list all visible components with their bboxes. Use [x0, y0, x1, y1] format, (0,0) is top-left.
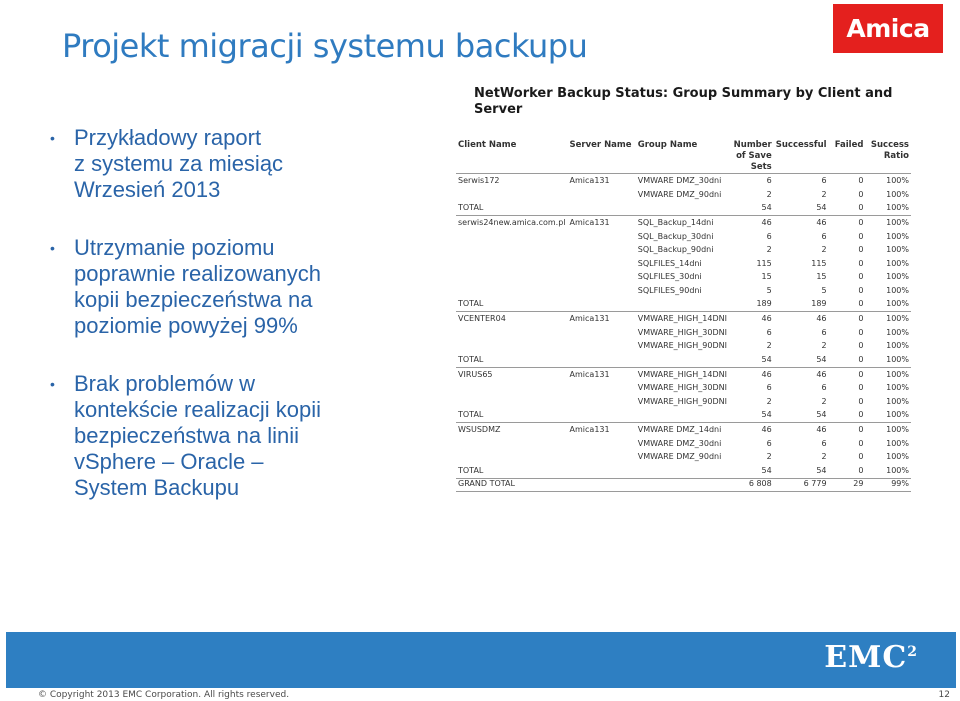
table-cell: 100%	[886, 189, 909, 199]
table-cell: 0	[829, 410, 866, 423]
table-cell	[456, 341, 568, 355]
table-row	[456, 272, 911, 286]
table-cell: 46	[816, 314, 827, 323]
table-cell: 6	[766, 327, 772, 337]
table-cell: 54	[731, 203, 774, 216]
table-cell: 6	[766, 231, 772, 241]
table-row	[456, 341, 911, 355]
table-row	[456, 439, 911, 453]
table-cell	[456, 272, 568, 286]
bullet-line: System Backupu	[74, 475, 240, 500]
table-cell	[568, 245, 636, 259]
table-cell	[636, 299, 731, 312]
table-cell: 0	[858, 341, 864, 350]
table-cell	[568, 286, 636, 300]
table-cell: SQL_Backup_14dni	[637, 218, 714, 227]
table-cell: TOTAL	[456, 355, 568, 368]
table-cell: 0	[829, 466, 866, 479]
table-cell: 54	[774, 410, 829, 423]
table-cell: 5	[766, 285, 772, 295]
table-cell	[456, 232, 568, 246]
table-total-row	[456, 299, 911, 312]
table-cell	[456, 259, 568, 273]
table-cell: 0	[858, 438, 864, 448]
footer-bar	[6, 632, 956, 688]
bullet-item	[44, 125, 429, 203]
table-cell: Amica131	[569, 425, 610, 434]
amica-logo	[833, 4, 943, 53]
table-cell: 0	[858, 369, 864, 379]
table-cell: VMWARE DMZ_14dni	[637, 425, 722, 434]
report-title-line: NetWorker Backup Status: Group Summary by Client and	[474, 86, 893, 101]
table-row	[456, 328, 911, 342]
table-cell: 5	[821, 285, 827, 295]
table-cell: 46	[761, 369, 772, 379]
table-cell: SQLFILES_14dni	[637, 258, 702, 268]
table-cell	[568, 232, 636, 246]
table-cell: 100%	[886, 452, 909, 461]
bullet-line: z systemu za miesiąc	[74, 151, 284, 176]
bullet-line: bezpieczeństwa na linii	[74, 423, 300, 448]
copyright-text: © Copyright 2013 EMC Corporation. All rights reserved.	[38, 690, 290, 700]
table-row	[456, 383, 911, 397]
emc-logo-superscript: 2	[907, 644, 918, 660]
slide-title: Projekt migracji systemu backupu	[62, 27, 588, 65]
table-cell	[636, 355, 731, 368]
table-cell: 2	[766, 189, 772, 199]
report-header-row	[456, 140, 911, 174]
bullet-line: Brak problemów w	[74, 371, 255, 396]
table-cell	[456, 397, 568, 411]
table-cell	[568, 299, 636, 312]
table-cell	[568, 410, 636, 423]
table-cell: Amica131	[569, 369, 610, 379]
table-cell: 6	[766, 383, 772, 392]
table-cell: 100%	[886, 327, 909, 337]
table-cell: 100%	[865, 355, 911, 368]
table-row	[456, 174, 911, 190]
table-cell: 6	[821, 176, 827, 185]
table-cell: 0	[858, 245, 864, 254]
table-total-row	[456, 466, 911, 479]
table-cell: 0	[829, 355, 866, 368]
table-cell: SQL_Backup_90dni	[637, 245, 714, 254]
table-cell	[456, 286, 568, 300]
table-cell: 0	[829, 203, 866, 216]
table-cell: TOTAL	[456, 203, 568, 216]
table-cell: VMWARE_HIGH_90DNI	[637, 396, 727, 406]
table-cell: VIRUS65	[458, 369, 493, 379]
table-cell	[568, 203, 636, 216]
header-group-name: Group Name	[636, 140, 731, 174]
table-cell: 100%	[886, 314, 909, 323]
table-cell	[568, 355, 636, 368]
bullet-line: kontekście realizacji kopii	[74, 397, 321, 422]
table-cell: TOTAL	[456, 410, 568, 423]
table-cell: 0	[858, 314, 864, 323]
table-cell: 0	[858, 452, 864, 461]
table-cell	[568, 190, 636, 204]
bullet-dot-icon: •	[50, 130, 55, 146]
table-cell: VMWARE_HIGH_14DNI	[637, 314, 727, 323]
table-cell: 2	[821, 452, 827, 461]
table-cell: serwis24new.amica.com.pl	[458, 218, 566, 227]
bullet-item	[44, 371, 429, 501]
header-server-name: Server Name	[568, 140, 636, 174]
table-cell: 189	[774, 299, 829, 312]
table-cell: 100%	[886, 369, 909, 379]
table-cell: 6	[821, 327, 827, 337]
table-cell: 189	[731, 299, 774, 312]
table-cell: 46	[816, 218, 827, 227]
table-cell: VMWARE_HIGH_30DNI	[637, 383, 727, 392]
table-cell: 54	[774, 466, 829, 479]
table-total-row	[456, 203, 911, 216]
bullet-line: Utrzymanie poziomu	[74, 235, 275, 260]
table-cell: 99%	[865, 478, 911, 491]
table-cell: 0	[858, 383, 864, 392]
table-cell: WSUSDMZ	[458, 425, 501, 434]
table-row	[456, 367, 911, 383]
table-cell: 0	[829, 299, 866, 312]
bullet-line: poprawnie realizowanych	[74, 261, 322, 286]
table-cell: 100%	[865, 410, 911, 423]
table-cell: 0	[858, 425, 864, 434]
table-cell: GRAND TOTAL	[456, 478, 568, 491]
table-cell: 100%	[886, 285, 909, 295]
table-cell: 100%	[865, 299, 911, 312]
table-total-row	[456, 478, 911, 491]
table-cell: 115	[756, 258, 772, 268]
table-cell: Serwis172	[458, 176, 500, 185]
table-cell	[456, 190, 568, 204]
table-row	[456, 216, 911, 232]
table-cell: 100%	[886, 258, 909, 268]
table-cell: 0	[858, 327, 864, 337]
bullet-list	[44, 125, 429, 533]
table-cell: 46	[761, 218, 772, 227]
table-cell	[456, 245, 568, 259]
table-cell: SQLFILES_90dni	[637, 285, 702, 295]
bullet-line: Wrzesień 2013	[74, 177, 221, 202]
table-cell: 0	[858, 396, 864, 406]
header-client-name: Client Name	[456, 140, 568, 174]
table-cell: Amica131	[569, 218, 610, 227]
table-total-row	[456, 410, 911, 423]
table-cell: 6	[821, 438, 827, 448]
table-cell: 2	[821, 245, 827, 254]
table-row	[456, 452, 911, 466]
table-cell	[568, 452, 636, 466]
table-cell	[568, 397, 636, 411]
table-cell	[456, 328, 568, 342]
table-cell: SQL_Backup_30dni	[637, 231, 714, 241]
table-cell: VMWARE_HIGH_14DNI	[637, 369, 727, 379]
table-row	[456, 312, 911, 328]
table-cell: Amica131	[569, 176, 610, 185]
table-cell	[568, 439, 636, 453]
table-cell: 46	[816, 425, 827, 434]
table-cell: SQLFILES_30dni	[637, 272, 702, 281]
table-cell: VMWARE_HIGH_30DNI	[637, 327, 727, 337]
table-cell: VMWARE DMZ_30dni	[637, 438, 722, 448]
table-cell: 0	[858, 258, 864, 268]
table-cell	[456, 452, 568, 466]
table-row	[456, 190, 911, 204]
table-cell: 6	[766, 438, 772, 448]
table-cell: VCENTER04	[458, 314, 506, 323]
table-cell: 100%	[886, 396, 909, 406]
table-cell: VMWARE DMZ_90dni	[637, 189, 722, 199]
table-cell: 6	[821, 383, 827, 392]
table-row	[456, 286, 911, 300]
table-cell: 46	[761, 425, 772, 434]
table-cell: 15	[761, 272, 772, 281]
bullet-item	[44, 235, 429, 339]
table-cell: 54	[774, 203, 829, 216]
table-cell: 54	[731, 355, 774, 368]
table-cell: 29	[829, 478, 866, 491]
report-table	[456, 140, 911, 492]
table-cell: 0	[858, 176, 864, 185]
table-cell	[568, 341, 636, 355]
page-number: 12	[938, 690, 950, 700]
table-row	[456, 259, 911, 273]
table-cell: TOTAL	[456, 466, 568, 479]
bullet-line: kopii bezpieczeństwa na	[74, 287, 313, 312]
emc-logo	[824, 640, 918, 675]
table-cell	[568, 328, 636, 342]
table-row	[456, 245, 911, 259]
table-cell	[636, 466, 731, 479]
table-cell	[568, 478, 636, 491]
table-cell: 54	[731, 410, 774, 423]
table-row	[456, 423, 911, 439]
table-cell	[636, 478, 731, 491]
table-cell	[636, 410, 731, 423]
table-cell: 100%	[865, 203, 911, 216]
header-number-of-save-sets: Number of Save Sets	[731, 140, 774, 174]
table-cell: 6	[766, 176, 772, 185]
header-failed: Failed	[829, 140, 866, 174]
table-cell: 100%	[886, 425, 909, 434]
emc-logo-text: EMC	[824, 640, 908, 675]
table-cell: VMWARE_HIGH_90DNI	[637, 341, 727, 350]
amica-logo-text: Amica	[846, 14, 930, 43]
table-cell: 6	[821, 231, 827, 241]
table-row	[456, 232, 911, 246]
table-cell: 0	[858, 285, 864, 295]
table-cell: 46	[816, 369, 827, 379]
table-cell: 15	[816, 272, 827, 281]
table-cell: 100%	[886, 438, 909, 448]
table-cell: TOTAL	[456, 299, 568, 312]
table-cell: 2	[766, 452, 772, 461]
bullet-dot-icon: •	[50, 240, 55, 256]
table-row	[456, 397, 911, 411]
table-cell: 100%	[886, 341, 909, 350]
table-cell: 2	[821, 396, 827, 406]
table-cell: 54	[731, 466, 774, 479]
table-cell: 100%	[865, 466, 911, 479]
table-cell: 2	[821, 341, 827, 350]
bullet-line: poziomie powyżej 99%	[74, 313, 298, 338]
table-cell	[568, 259, 636, 273]
table-cell: 100%	[886, 231, 909, 241]
table-cell	[456, 383, 568, 397]
header-successful: Successful	[774, 140, 829, 174]
table-cell: 100%	[886, 383, 909, 392]
table-cell: 100%	[886, 245, 909, 254]
table-cell: 0	[858, 189, 864, 199]
table-cell: 2	[766, 341, 772, 350]
table-cell: 6 779	[774, 478, 829, 491]
table-cell: VMWARE DMZ_90dni	[637, 452, 722, 461]
table-cell: 46	[761, 314, 772, 323]
table-cell: 0	[858, 218, 864, 227]
table-cell: 100%	[886, 272, 909, 281]
table-cell	[568, 383, 636, 397]
report-title-line: Server	[474, 102, 523, 117]
table-cell: 54	[774, 355, 829, 368]
table-cell	[636, 203, 731, 216]
table-cell: 2	[766, 245, 772, 254]
table-cell	[456, 439, 568, 453]
table-cell: 2	[821, 189, 827, 199]
table-cell: 0	[858, 272, 864, 281]
table-cell: 2	[766, 396, 772, 406]
table-cell: 100%	[886, 218, 909, 227]
table-cell: VMWARE DMZ_30dni	[637, 176, 722, 185]
table-cell: 115	[811, 258, 827, 268]
table-total-row	[456, 355, 911, 368]
bullet-line: vSphere – Oracle –	[74, 449, 264, 474]
table-cell: Amica131	[569, 314, 610, 323]
header-success-ratio: Success Ratio	[865, 140, 911, 174]
table-cell: 0	[858, 231, 864, 241]
table-cell: 100%	[886, 176, 909, 185]
bullet-dot-icon: •	[50, 376, 55, 392]
table-cell	[568, 272, 636, 286]
report-title	[474, 86, 914, 118]
table-cell: 6 808	[731, 478, 774, 491]
bullet-line: Przykładowy raport	[74, 125, 262, 150]
table-cell	[568, 466, 636, 479]
